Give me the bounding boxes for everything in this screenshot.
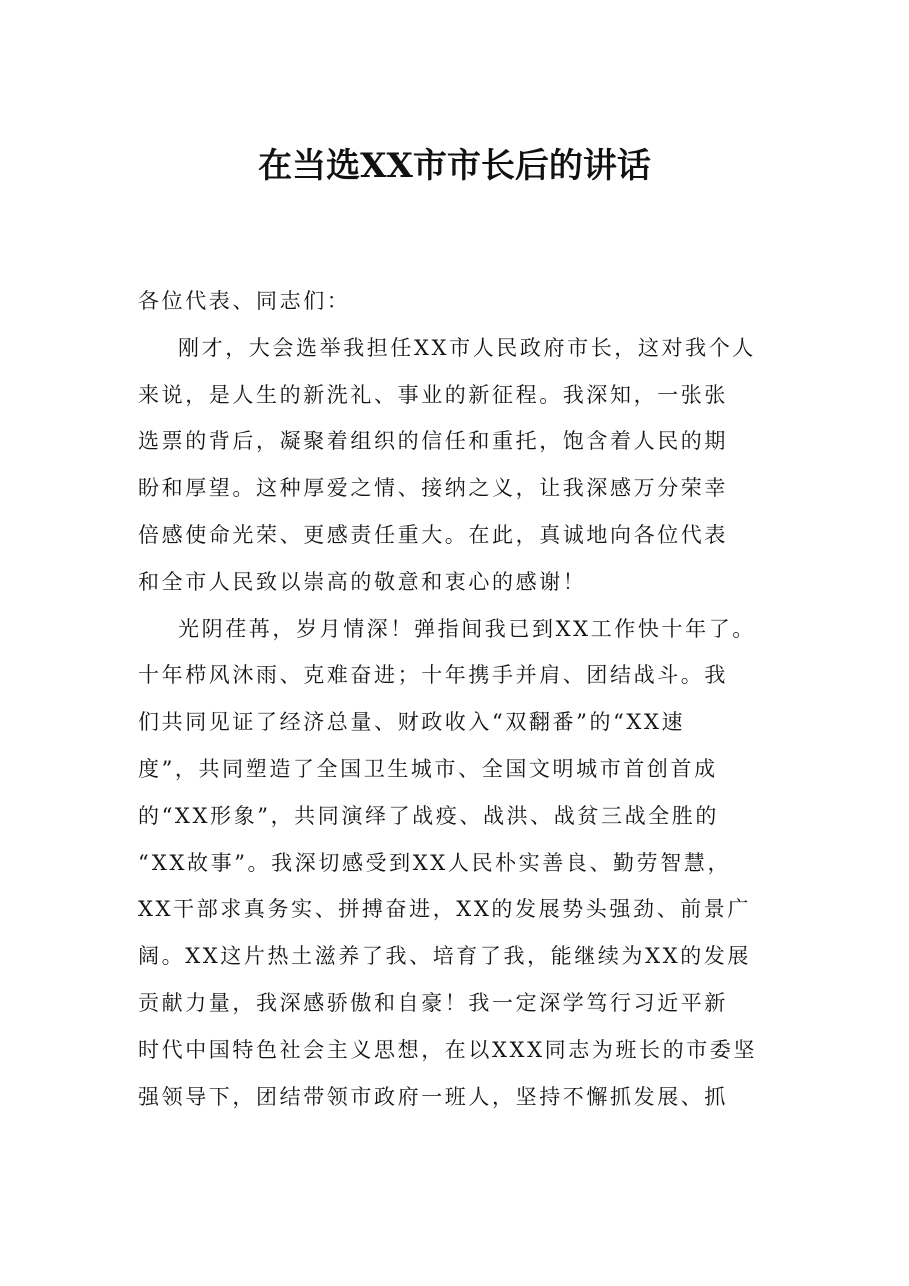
text-line: 时代中国特色社会主义思想，在以XXX同志为班长的市委坚 — [138, 1037, 758, 1062]
text-line: 各位代表、同志们： — [138, 289, 351, 313]
text-line: 阔。XX这片热土滋养了我、培育了我，能继续为XX的发展 — [138, 944, 751, 969]
document-title: 在当选XX市市长后的讲话 — [258, 146, 651, 186]
text-line: 盼和厚望。这种厚爱之情、接纳之义，让我深感万分荣幸 — [138, 476, 728, 501]
text-line: 和全市人民致以崇高的敬意和衷心的感谢！ — [138, 569, 587, 594]
document-body — [138, 278, 778, 1120]
text-line: 贡献力量，我深感骄傲和自豪！我一定深学笃行习近平新 — [138, 990, 728, 1015]
text-line: XX干部求真务实、拼搏奋进，XX的发展势头强劲、前景广 — [138, 897, 751, 922]
text-line: 选票的背后，凝聚着组织的信任和重托，饱含着人民的期 — [138, 429, 728, 454]
text-line: 们共同见证了经济总量、财政收入“双翻番”的“XX速 — [138, 710, 686, 735]
text-line: 倍感使命光荣、更感责任重大。在此，真诚地向各位代表 — [138, 522, 728, 547]
text-line: 十年栉风沐雨、克难奋进；十年携手并肩、团结战斗。我 — [138, 663, 728, 688]
text-line: “XX故事”。我深切感受到XX人民朴实善良、勤劳智慧， — [138, 850, 732, 875]
text-line: 刚才，大会选举我担任XX市人民政府市长，这对我个人 — [178, 335, 756, 360]
text-line: 强领导下，团结带领市政府一班人，坚持不懈抓发展、抓 — [138, 1084, 728, 1109]
text-line: 来说，是人生的新洗礼、事业的新征程。我深知，一张张 — [138, 382, 728, 407]
text-line: 光阴荏苒，岁月情深！弹指间我已到XX工作快十年了。 — [178, 616, 756, 641]
text-line: 的“XX形象”，共同演绎了战疫、战洪、战贫三战全胜的 — [138, 803, 719, 828]
text-line: 度”，共同塑造了全国卫生城市、全国文明城市首创首成 — [138, 756, 718, 781]
